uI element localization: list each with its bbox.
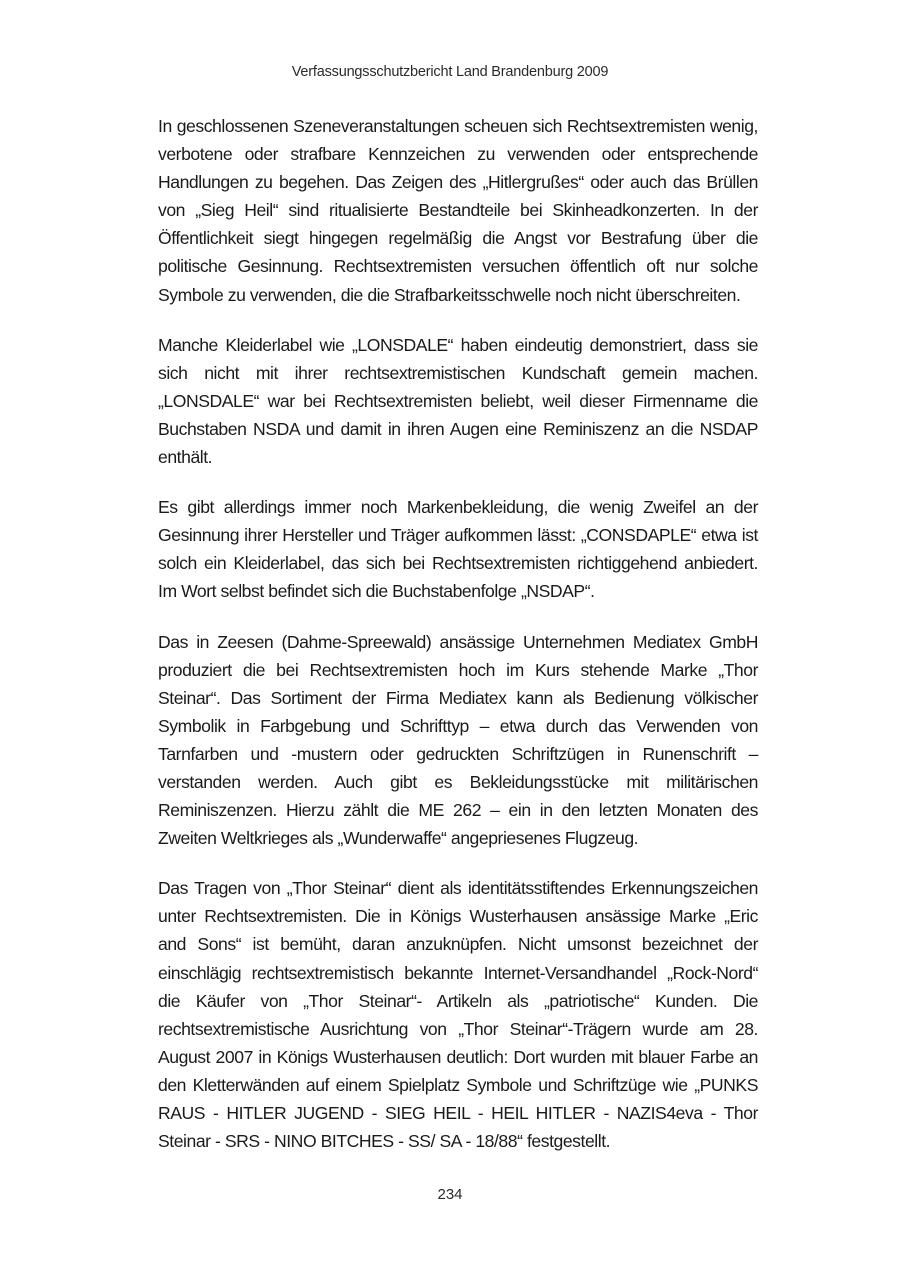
- paragraph-2: Manche Kleiderlabel wie „LONSDALE“ haben eindeutig demonstriert, dass sie sich nicht mit ihrer rechtsextremistischen Kundschaft gemein machen. „LONSDALE“ war bei Rechtsextremisten beliebt, weil dieser Firmenname die Buchstaben NSDA und damit in ihren Augen eine Reminiszenz an die NSDAP enthält.: [158, 334, 758, 468]
- paragraph-4: Das in Zeesen (Dahme-Spreewald) ansässige Unternehmen Mediatex GmbH produziert die bei Rechtsextremisten hoch im Kurs stehende Marke „Thor Steinar“. Das Sortiment der Firma Mediatex kann als Bedienung völkischer Symbolik in Farbgebung und Schrifttyp – etwa durch das Verwenden von Tarnfarben und -mustern oder gedruckten Schriftzügen in Runenschrift – verstanden werden. Auch gibt es Bekleidungsstücke mit militärischen Reminiszenzen. Hierzu zählt die ME 262 – ein in den letzten Monaten des Zweiten Weltkrieges als „Wunderwaffe“ angepriesenes Flugzeug.: [158, 631, 758, 849]
- paragraph-3: Es gibt allerdings immer noch Markenbekleidung, die wenig Zweifel an der Gesinnung ihrer Hersteller und Träger aufkommen lässt: „CONSDAPLE“ etwa ist solch ein Kleiderlabel, das sich bei Rechtsextremisten richtiggehend anbiedert. Im Wort selbst befindet sich die Buchstabenfolge „NSDAP“.: [158, 497, 758, 602]
- body-text: [158, 112, 758, 1177]
- paragraph-5: Das Tragen von „Thor Steinar“ dient als identitätsstiftendes Erkennungszeichen unter Rechtsextremisten. Die in Königs Wusterhausen ansässige Marke „Eric and Sons“ ist bemüht, daran anzuknüpfen. Nicht umsonst bezeichnet der einschlägig rechtsextremistisch bekannte Internet-Versandhandel „Rock-Nord“ die Käufer von „Thor Steinar“- Artikeln als „patriotische“ Kunden. Die rechtsextremistische Ausrichtung von „Thor Steinar“-Trägern wurde am 28. August 2007 in Königs Wusterhausen deutlich: Dort wurden mit blauer Farbe an den Kletterwänden auf einem Spielplatz Symbole und Schriftzüge wie „PUNKS RAUS - HITLER JUGEND - SIEG HEIL - HEIL HITLER - NAZIS4eva - Thor Steinar - SRS - NINO BITCHES - SS/ SA - 18/88“ festgestellt.: [158, 878, 758, 1152]
- paragraph-1: In geschlossenen Szeneveranstaltungen scheuen sich Rechtsextremisten wenig, verbotene oder strafbare Kennzeichen zu verwenden oder entsprechende Handlungen zu begehen. Das Zeigen des „Hitlergrußes“ oder auch das Brüllen von „Sieg Heil“ sind ritualisierte Bestandteile bei Skinheadkonzerten. In der Öffentlichkeit siegt hingegen regelmäßig die Angst vor Bestrafung über die politische Gesinnung. Rechtsextremisten versuchen öffentlich oft nur solche Symbole zu verwenden, die die Strafbarkeitsschwelle noch nicht überschreiten.: [158, 116, 758, 305]
- running-header: Verfassungsschutzbericht Land Brandenburg 2009: [291, 64, 609, 80]
- page-number: 234: [437, 1186, 463, 1203]
